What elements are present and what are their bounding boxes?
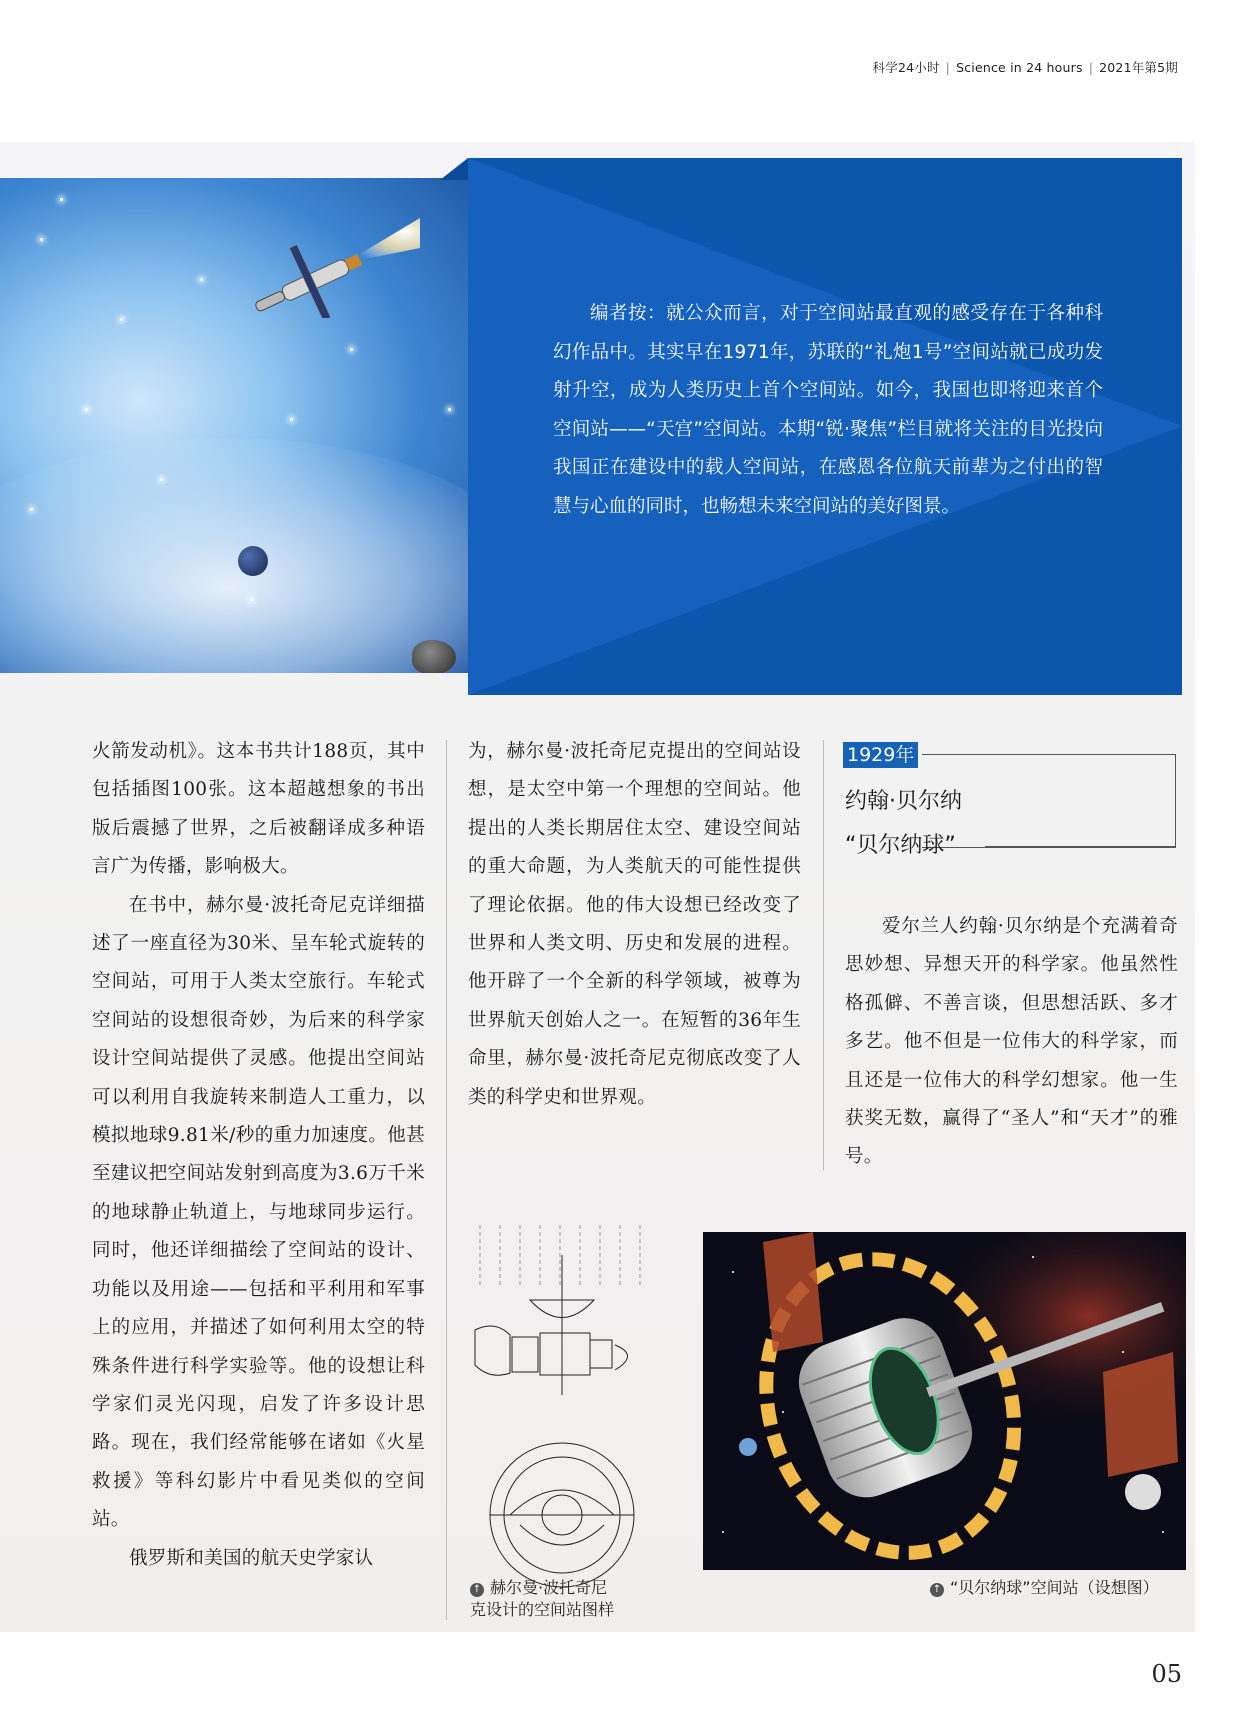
text-column-3 xyxy=(845,908,1178,1177)
year-badge: 1929年 xyxy=(843,742,918,768)
station-sketch-drawing xyxy=(470,1225,650,1595)
running-header: 科学24小时 | Science in 24 hours | 2021年第5期 xyxy=(872,60,1178,75)
panel-corner-notch xyxy=(440,158,468,180)
asteroid-icon xyxy=(412,640,456,673)
caption-bernal-text: “贝尔纳球”空间站（设想图） xyxy=(950,1578,1159,1597)
caption-sketch xyxy=(470,1577,614,1621)
spacecraft-icon xyxy=(250,218,420,318)
col3-paragraph-1: 爱尔兰人约翰·贝尔纳是个充满着奇思妙想、异想天开的科学家。他虽然性格孤僻、不善言谈，但思想活跃、多才多艺。他不但是一位伟大的科学家，而且还是一位伟大的科学幻想家。他一生获奖无数，赢得了“圣人”和“天才”的雅号。 xyxy=(845,916,1178,1168)
column-divider xyxy=(823,740,824,1170)
magazine-name-en: Science in 24 hours xyxy=(956,60,1083,75)
page-number: 05 xyxy=(1151,1660,1182,1688)
caption-marker-icon: ↑ xyxy=(470,1583,484,1597)
editor-note-text: 编者按：就公众而言，对于空间站最直观的感受存在于各种科幻作品中。其实早在1971年，苏联的“礼炮1号”空间站就已成功发射升空，成为人类历史上首个空间站。如今，我国也即将迎来首个空间站——“天宫”空间站。本期“锐·聚焦”栏目就将关注的目光投向我国正在建设中的载人空间站，在感恩各位航天前辈为之付出的智慧与心血的同时，也畅想未来空间站的美好图景。 xyxy=(553,303,1103,517)
col1-paragraph-1: 火箭发动机》。这本书共计188页，其中包括插图100张。这本超越想象的书出版后震撼了世界，之后被翻译成多种语言广为传播，影响极大。 xyxy=(92,741,425,878)
issue-label: 2021年第5期 xyxy=(1099,60,1178,75)
caption-sketch-line-1: 赫尔曼·波托奇尼 xyxy=(490,1578,608,1597)
bernal-sphere-illustration xyxy=(703,1232,1186,1570)
col2-paragraph-1: 为，赫尔曼·波托奇尼克提出的空间站设想，是太空中第一个理想的空间站。他提出的人类长期居住太空、建设空间站的重大命题，为人类航天的可能性提供了理论依据。他的伟大设想已经改变了世界和人类文明、历史和发展的进程。他开辟了一个全新的科学领域，被尊为世界航天创始人之一。在短暂的36年生命里，赫尔曼·波托奇尼克彻底改变了人类的科学史和世界观。 xyxy=(468,741,801,1108)
caption-bernal xyxy=(930,1577,1159,1599)
planet-icon xyxy=(238,546,268,576)
col1-paragraph-2: 在书中，赫尔曼·波托奇尼克详细描述了一座直径为30米、呈车轮式旋转的空间站，可用于人类太空旅行。车轮式空间站的设想很奇妙，为后来的科学家设计空间站提供了灵感。他提出空间站可以利用自我旋转来制造人工重力，以模拟地球9.81米/秒的重力加速度。他甚至建议把空间站发射到高度为3.6万千米的地球静止轨道上，与地球同步运行。同时，他还详细描绘了空间站的设计、功能以及用途——包括和平利用和军事上的应用，并描述了如何利用太空的特殊条件进行科学实验等。他的设想让科学家们灵光闪现，启发了许多设计思路。现在，我们经常能够在诸如《火星救援》等科幻影片中看见类似的空间站。 xyxy=(92,894,425,1531)
magazine-name: 科学24小时 xyxy=(872,60,940,75)
column-divider xyxy=(446,740,447,1620)
space-illustration xyxy=(0,178,470,673)
caption-sketch-line-2: 克设计的空间站图样 xyxy=(470,1600,615,1619)
section-title-line-1: 约翰·贝尔纳 xyxy=(845,789,962,814)
text-column-2 xyxy=(468,733,801,1117)
section-title-line-2: “贝尔纳球” xyxy=(845,833,956,858)
text-column-1 xyxy=(92,733,425,1578)
col1-paragraph-3: 俄罗斯和美国的航天史学家认 xyxy=(129,1547,374,1569)
heading-rule xyxy=(985,846,1175,847)
caption-marker-icon: ↑ xyxy=(930,1583,944,1597)
